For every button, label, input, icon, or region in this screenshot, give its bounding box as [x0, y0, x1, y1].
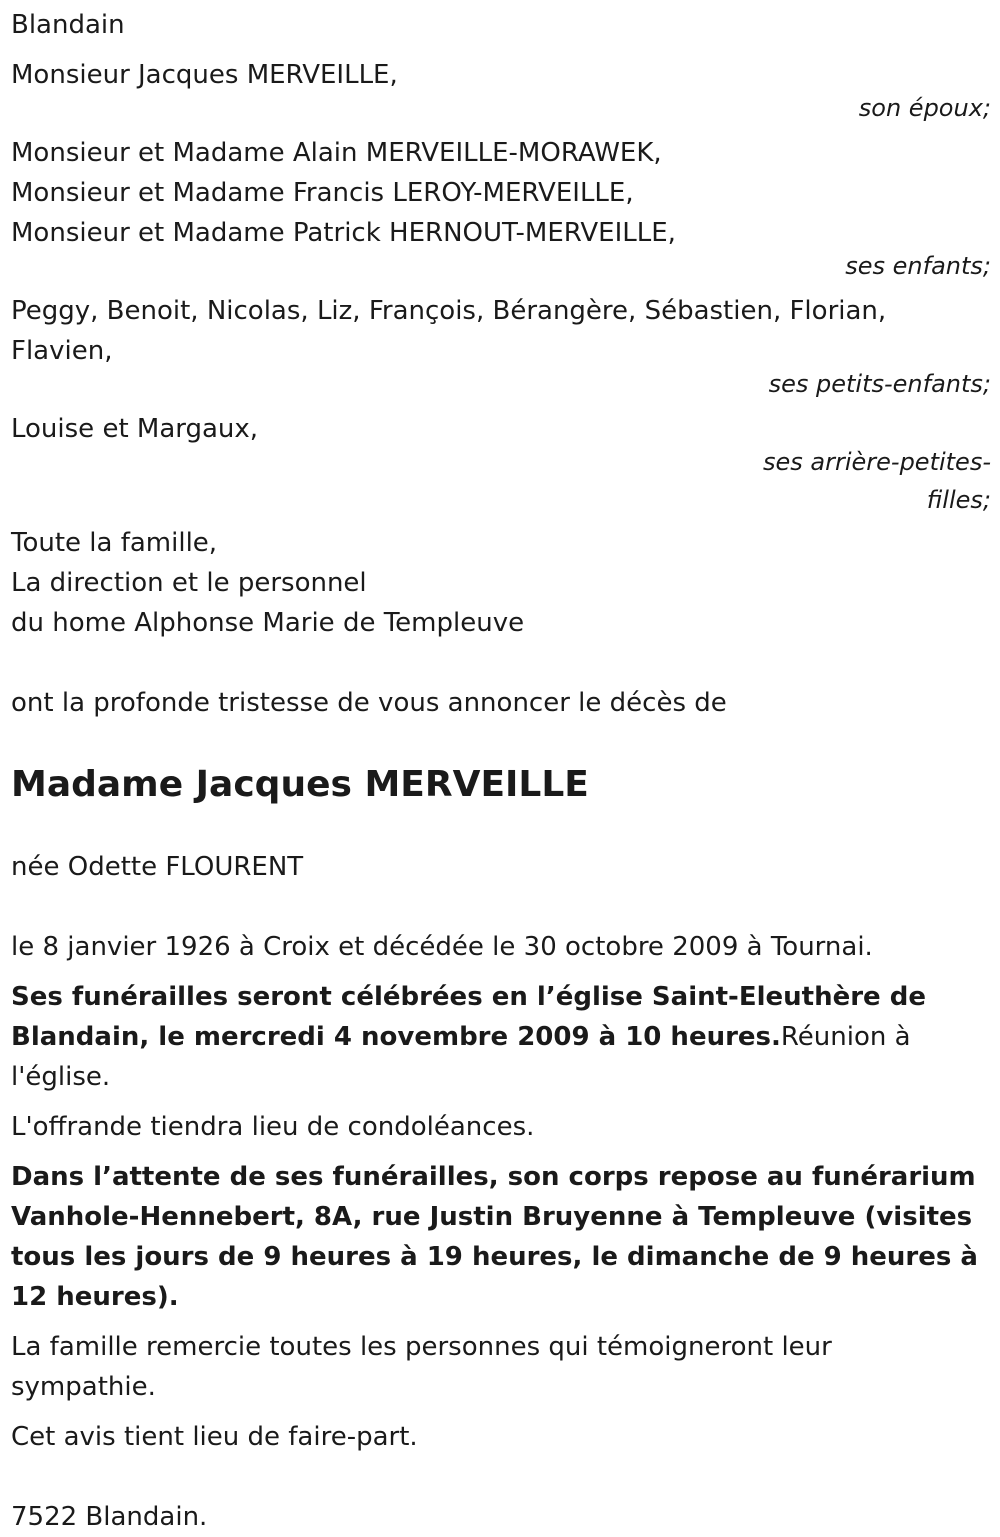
place: Blandain [11, 10, 125, 40]
grandchildren-group [11, 291, 991, 399]
child-name: Monsieur et Madame Francis LEROY-MERVEILLE, [11, 178, 634, 208]
child-name: Monsieur et Madame Patrick HERNOUT-MERVEILLE, [11, 218, 676, 248]
deceased-block [11, 763, 991, 967]
others-line: du home Alphonse Marie de Templeuve [11, 608, 525, 638]
spouse-name: Monsieur Jacques MERVEILLE, [11, 60, 398, 90]
announcement-text: ont la profonde tristesse de vous annoncer le décès de [11, 688, 727, 718]
others-line: La direction et le personnel [11, 568, 367, 598]
notice-text: Cet avis tient lieu de faire-part. [11, 1422, 418, 1452]
grandchildren-names-line1: Peggy, Benoit, Nicolas, Liz, François, Bérangère, Sébastien, Florian, [11, 296, 887, 326]
viewing-text: Dans l’attente de ses funérailles, son corps repose au funérarium Vanhole-Hennebert, 8A, rue Justin Bruyenne à Templeuve (visites tous les jours de 9 heures à 19 heures, le dimanche de 9 heures à 12 heures). [11, 1162, 978, 1312]
announcement [11, 683, 991, 723]
funeral-bold-text: Ses funérailles seront célébrées en l’église Saint-Eleuthère de Blandain, le mercredi 4 novembre 2009 à 10 heures. [11, 982, 926, 1052]
grandchildren-names-line2: Flavien, [11, 336, 113, 366]
offering-text: L'offrande tiendra lieu de condoléances. [11, 1112, 535, 1142]
great-grandchildren-role-line2: filles; [926, 486, 991, 514]
funeral-regular-text: Réunion à l'église. [11, 1022, 911, 1092]
obituary-notice [11, 5, 991, 1537]
others-line: Toute la famille, [11, 528, 218, 558]
spouse-role: son époux; [858, 94, 991, 122]
address-text: 7522 Blandain. [11, 1502, 208, 1532]
address-info [11, 1497, 991, 1537]
deceased-name: Madame Jacques MERVEILLE [11, 764, 589, 805]
viewing-info [11, 1157, 991, 1317]
place-header [11, 5, 991, 45]
notice-info [11, 1417, 991, 1457]
offering-info [11, 1107, 991, 1147]
children-role: ses enfants; [845, 252, 991, 280]
great-grandchildren-group [11, 409, 991, 515]
others-group [11, 523, 991, 643]
funeral-info [11, 977, 991, 1097]
life-dates: le 8 janvier 1926 à Croix et décédée le 30 octobre 2009 à Tournai. [11, 932, 873, 962]
spouse-group [11, 55, 991, 123]
grandchildren-role: ses petits-enfants; [768, 370, 991, 398]
birth-name: née Odette FLOURENT [11, 852, 304, 882]
great-grandchildren-role-line1: ses arrière-petites- [763, 448, 991, 476]
child-name: Monsieur et Madame Alain MERVEILLE-MORAWEK, [11, 138, 662, 168]
thanks-text: La famille remercie toutes les personnes qui témoigneront leur sympathie. [11, 1332, 832, 1402]
great-grandchildren-names: Louise et Margaux, [11, 414, 259, 444]
children-group [11, 133, 991, 281]
thanks-info [11, 1327, 991, 1407]
